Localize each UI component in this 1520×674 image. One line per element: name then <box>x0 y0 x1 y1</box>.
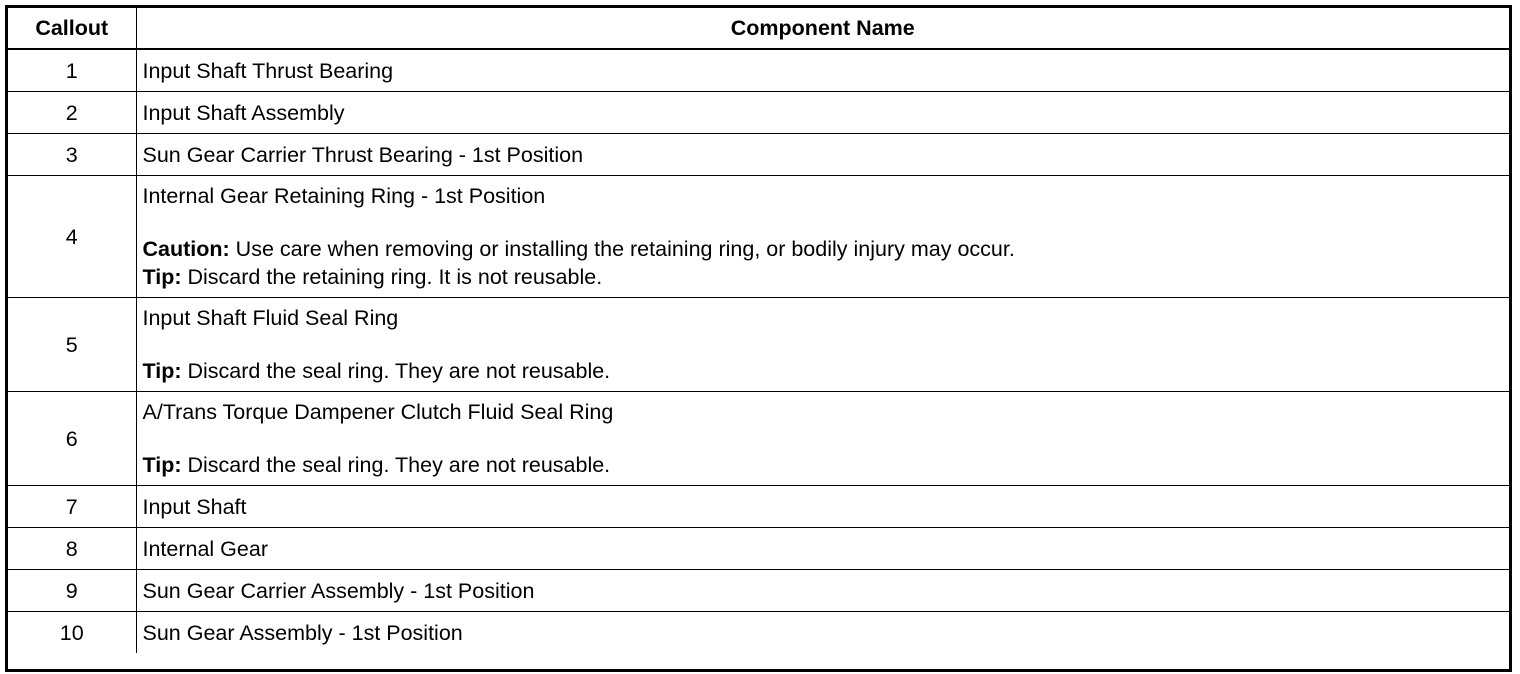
component-name-cell: Internal Gear <box>136 528 1509 570</box>
tip-text: Discard the seal ring. They are not reusable. <box>181 453 611 477</box>
callout-cell: 9 <box>8 570 136 612</box>
component-name-cell <box>136 176 1509 298</box>
tip-note <box>143 357 1510 385</box>
table-row <box>8 392 1509 486</box>
caution-note <box>143 235 1510 263</box>
tip-note <box>143 451 1510 479</box>
component-name-cell: Input Shaft Thrust Bearing <box>136 49 1509 92</box>
component-name-cell: Sun Gear Assembly - 1st Position <box>136 612 1509 654</box>
callout-column-header: Callout <box>8 8 136 49</box>
table-row <box>8 612 1509 654</box>
component-name: A/Trans Torque Dampener Clutch Fluid Seal Ring <box>142 400 614 424</box>
component-name-cell <box>136 392 1509 486</box>
callout-cell: 3 <box>8 134 136 176</box>
table-row <box>8 176 1509 298</box>
callout-cell: 4 <box>8 176 136 298</box>
tip-label: Tip: <box>142 359 182 383</box>
callout-cell: 7 <box>8 486 136 528</box>
caution-text: Use care when removing or installing the retaining ring, or bodily injury may occur. <box>229 237 1015 261</box>
component-name-cell: Sun Gear Carrier Thrust Bearing - 1st Position <box>136 134 1509 176</box>
table-row <box>8 92 1509 134</box>
table-row <box>8 486 1509 528</box>
table-row <box>8 570 1509 612</box>
caution-label: Caution: <box>142 237 230 261</box>
component-name: Input Shaft Fluid Seal Ring <box>142 306 399 330</box>
callout-cell: 5 <box>8 298 136 392</box>
callout-cell: 2 <box>8 92 136 134</box>
table-row <box>8 298 1509 392</box>
callout-cell: 8 <box>8 528 136 570</box>
callout-cell: 1 <box>8 49 136 92</box>
table-row <box>8 49 1509 92</box>
tip-label: Tip: <box>142 265 182 289</box>
component-table <box>8 8 1509 653</box>
component-name-column-header: Component Name <box>136 8 1509 49</box>
component-name-cell: Sun Gear Carrier Assembly - 1st Position <box>136 570 1509 612</box>
table-row <box>8 528 1509 570</box>
tip-label: Tip: <box>142 453 182 477</box>
tip-note <box>143 263 1510 291</box>
callout-cell: 6 <box>8 392 136 486</box>
component-name: Internal Gear Retaining Ring - 1st Position <box>142 184 546 208</box>
callout-cell: 10 <box>8 612 136 654</box>
tip-text: Discard the retaining ring. It is not reusable. <box>181 265 603 289</box>
component-name-cell: Input Shaft Assembly <box>136 92 1509 134</box>
component-table-frame <box>5 5 1512 672</box>
table-header-row <box>8 8 1509 49</box>
component-name-cell: Input Shaft <box>136 486 1509 528</box>
tip-text: Discard the seal ring. They are not reusable. <box>181 359 611 383</box>
component-name-cell <box>136 298 1509 392</box>
table-row <box>8 134 1509 176</box>
